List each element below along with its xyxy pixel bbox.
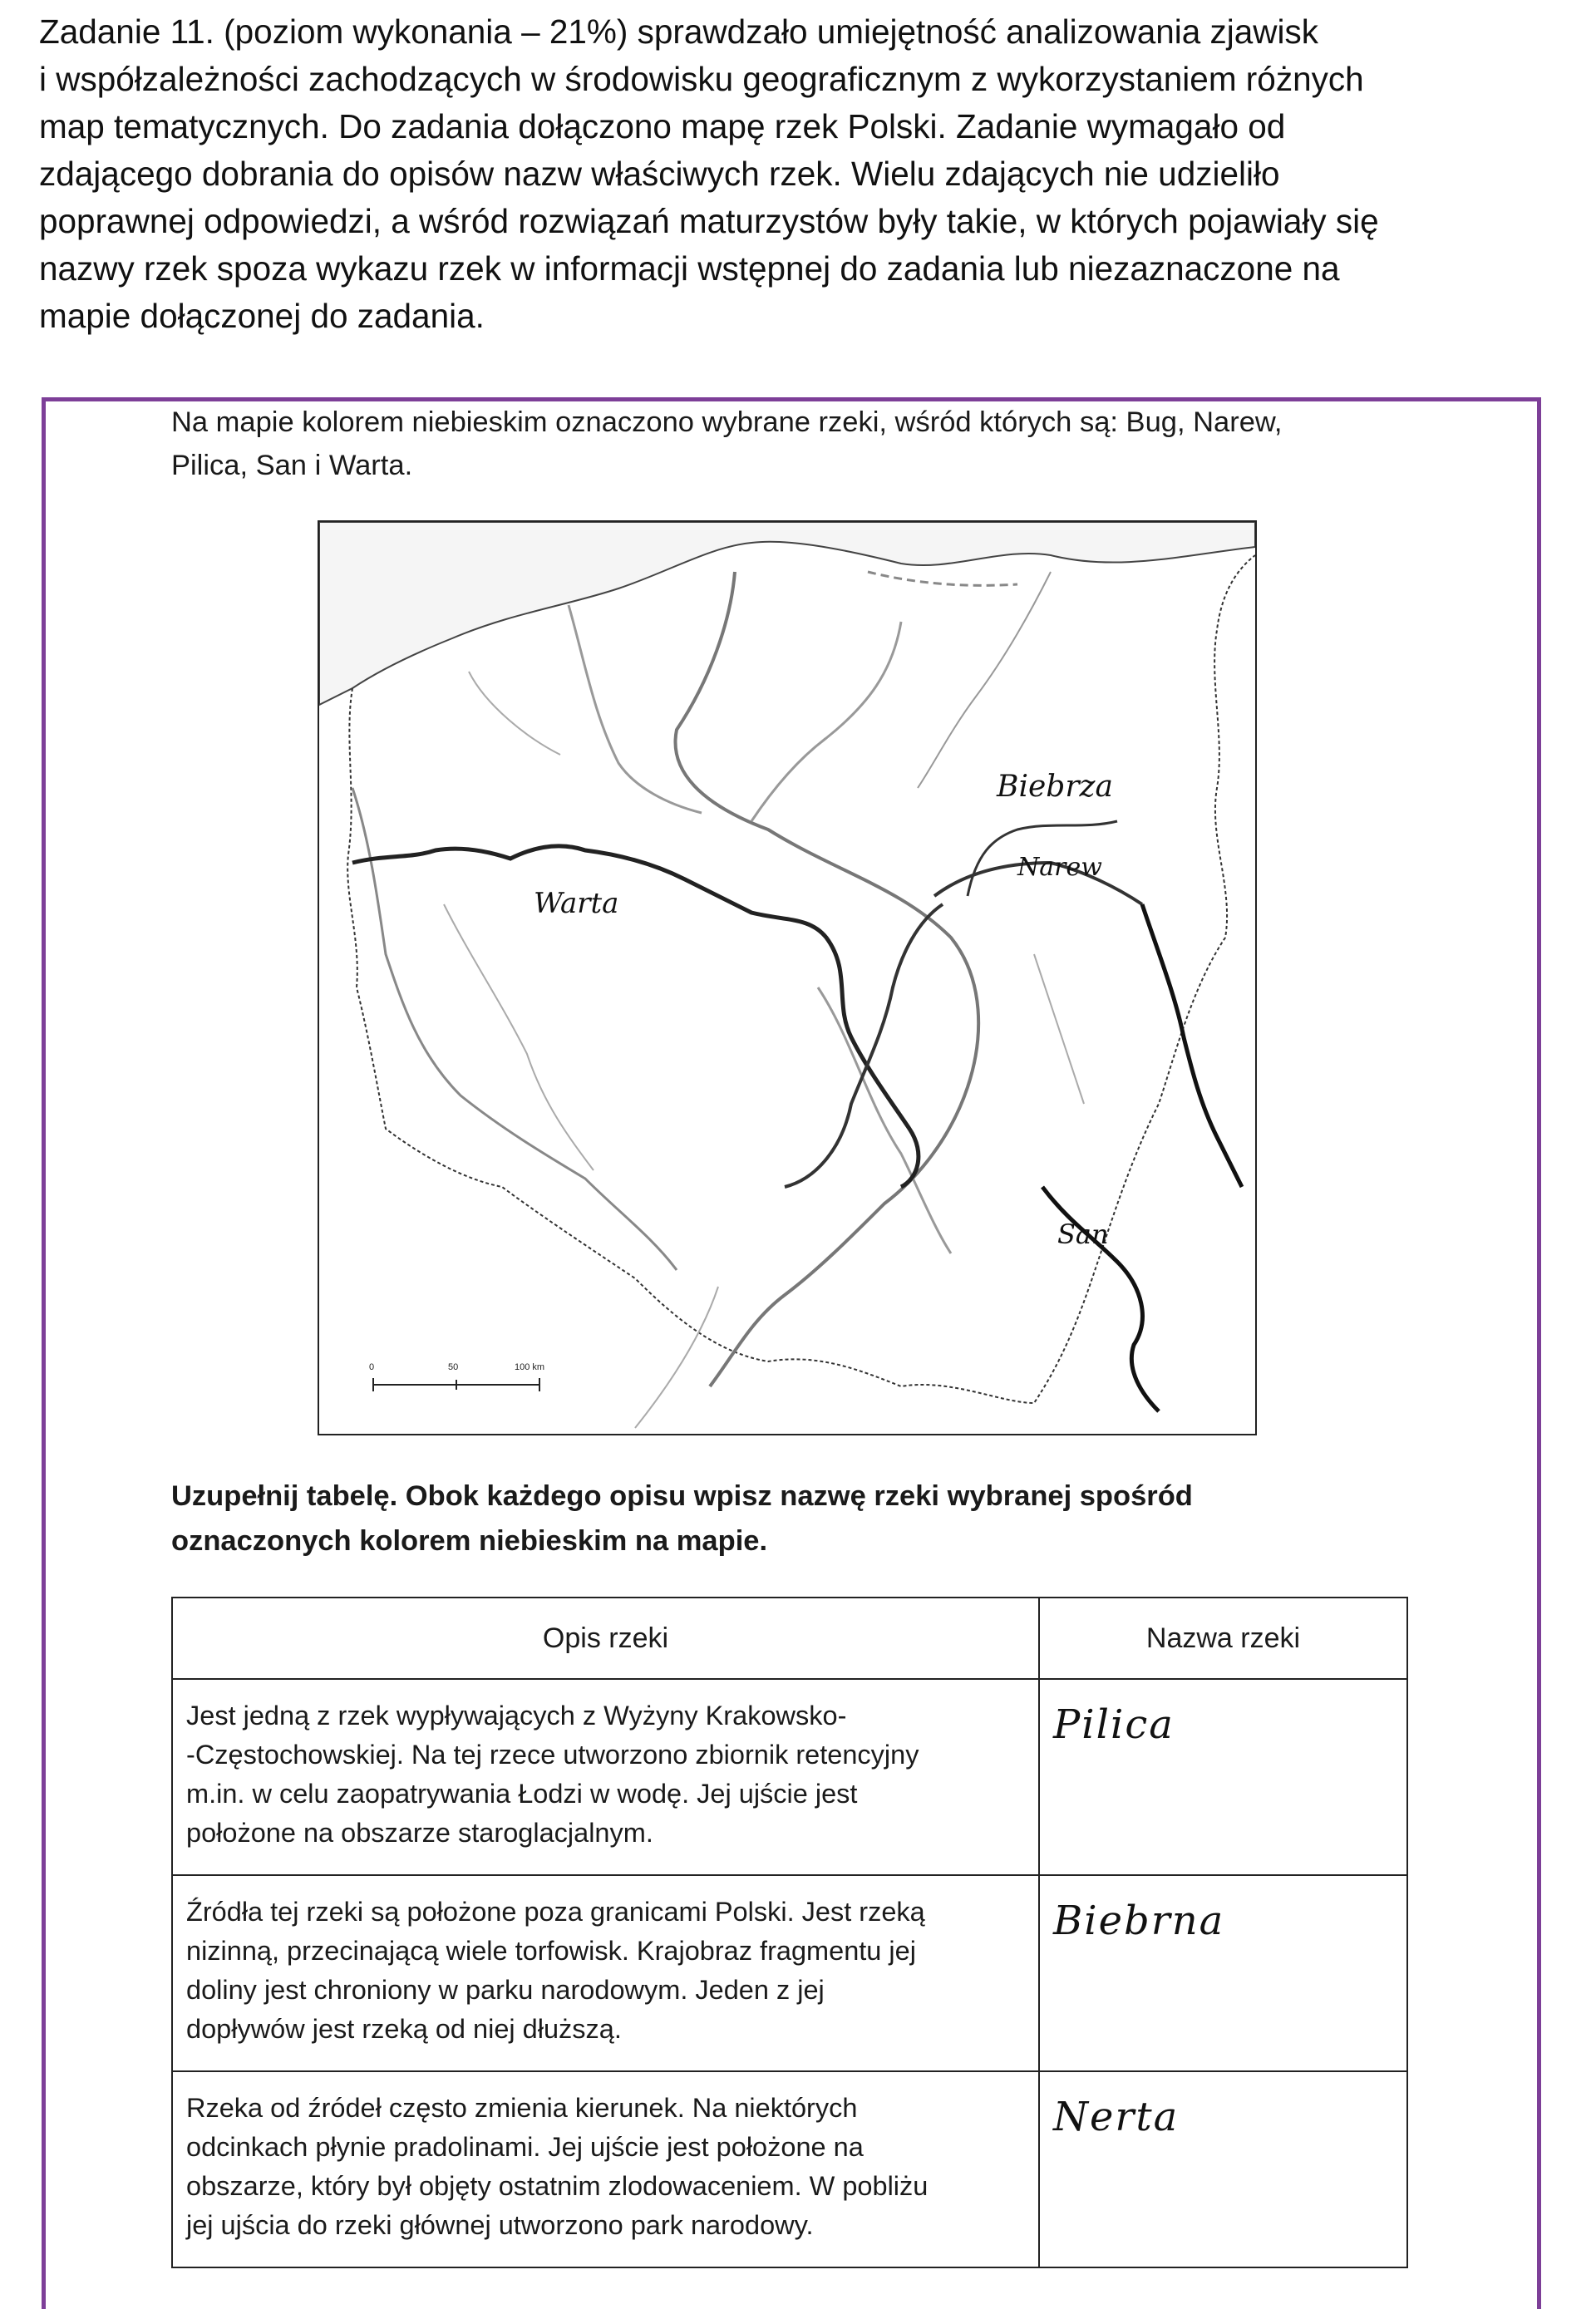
intro-line: nazwy rzek spoza wykazu rzek w informacji wstępnej do zadania lub niezaznaczone na [39,249,1340,288]
handwritten-label-san: San [1057,1219,1109,1250]
river-tributary [918,572,1051,788]
description-line: Źródła tej rzeki są położone poza granicami Polski. Jest rzeką [186,1897,925,1927]
scale-bar [369,1362,544,1391]
river-map [318,520,1257,1435]
description-line: doliny jest chroniony w parku narodowym. Jeden z jej [186,1975,825,2005]
intro-line: zdającego dobrania do opisów nazw właściwych rzek. Wielu zdających nie udzieliło [39,155,1280,193]
river-tributary [1034,954,1084,1104]
river-description [172,2071,1039,2267]
table-row [172,2071,1407,2267]
description-line: m.in. w celu zaopatrywania Łodzi w wodę. Jej ujście jest [186,1779,858,1809]
river-tributary [469,672,560,755]
baltic-coast [319,522,1255,705]
intro-line: poprawnej odpowiedzi, a wśród rozwiązań maturzystów były takie, w których pojawiały się [39,202,1379,240]
prompt-line: Na mapie kolorem niebieskim oznaczono wybrane rzeki, wśród których są: Bug, Narew, [171,406,1283,438]
vistula-lagoon [868,572,1017,585]
description-line: dopływów jest rzeką od niej dłuższą. [186,2014,622,2044]
description-line: odcinkach płynie pradolinami. Jej ujście jest położone na [186,2132,864,2162]
river-tributary [444,904,594,1170]
river-tributary [818,987,951,1253]
column-header-river-name: Nazwa rzeki [1039,1598,1407,1679]
river-vistula [675,572,978,1386]
table-row [172,1875,1407,2071]
description-line: -Częstochowskiej. Na tej rzece utworzono zbiornik retencyjny [186,1740,919,1770]
river-map-drawing [319,522,1255,1434]
river-tributary [569,605,702,813]
handwritten-label-warta: Warta [534,887,619,920]
poland-border [347,555,1255,1403]
column-header-description: Opis rzeki [172,1598,1039,1679]
river-description [172,1679,1039,1875]
description-line: jej ujścia do rzeki głównej utworzono park narodowy. [186,2210,814,2240]
table-row [172,1679,1407,1875]
handwritten-answer: Biebrna [1039,1875,1407,2071]
instruction-line: Uzupełnij tabelę. Obok każdego opisu wpisz nazwę rzeki wybranej spośród [171,1480,1193,1512]
task-instruction [171,1474,1418,1563]
intro-line: Zadanie 11. (poziom wykonania – 21%) sprawdzało umiejętność analizowania zjawisk [39,12,1319,51]
task-prompt [171,401,1401,487]
handwritten-answer: Pilica [1039,1679,1407,1875]
river-tributary [751,622,901,821]
intro-line: mapie dołączonej do zadania. [39,297,485,335]
description-line: nizinną, przecinającą wiele torfowisk. Krajobraz fragmentu jej [186,1936,916,1966]
river-description [172,1875,1039,2071]
description-line: obszarze, który był objęty ostatnim zlodowaceniem. W pobliżu [186,2171,929,2201]
intro-line: i współzależności zachodzących w środowisku geograficznym z wykorzystaniem różnych [39,60,1364,98]
intro-paragraph [39,8,1560,340]
scale-label: 100 km [515,1362,545,1372]
prompt-line: Pilica, San i Warta. [171,450,413,481]
description-line: Rzeka od źródeł często zmienia kierunek. Na niektórych [186,2093,858,2123]
instruction-line: oznaczonych kolorem niebieskim na mapie. [171,1525,768,1557]
handwritten-label-biebrza: Biebrza [997,770,1113,804]
answer-table [171,1597,1408,2268]
scale-label: 0 [369,1362,375,1372]
description-line: Jest jedną z rzek wypływających z Wyżyny Krakowsko- [186,1701,847,1731]
handwritten-answer: Nerta [1039,2071,1407,2267]
description-line: położone na obszarze staroglacjalnym. [186,1818,653,1848]
intro-line: map tematycznych. Do zadania dołączono mapę rzek Polski. Zadanie wymagało od [39,107,1286,145]
scale-label: 50 [448,1362,459,1372]
river-bug [1142,904,1242,1187]
table-header-row [172,1598,1407,1679]
river-tributary [635,1287,718,1428]
handwritten-label-narew: Narew [1017,853,1102,882]
